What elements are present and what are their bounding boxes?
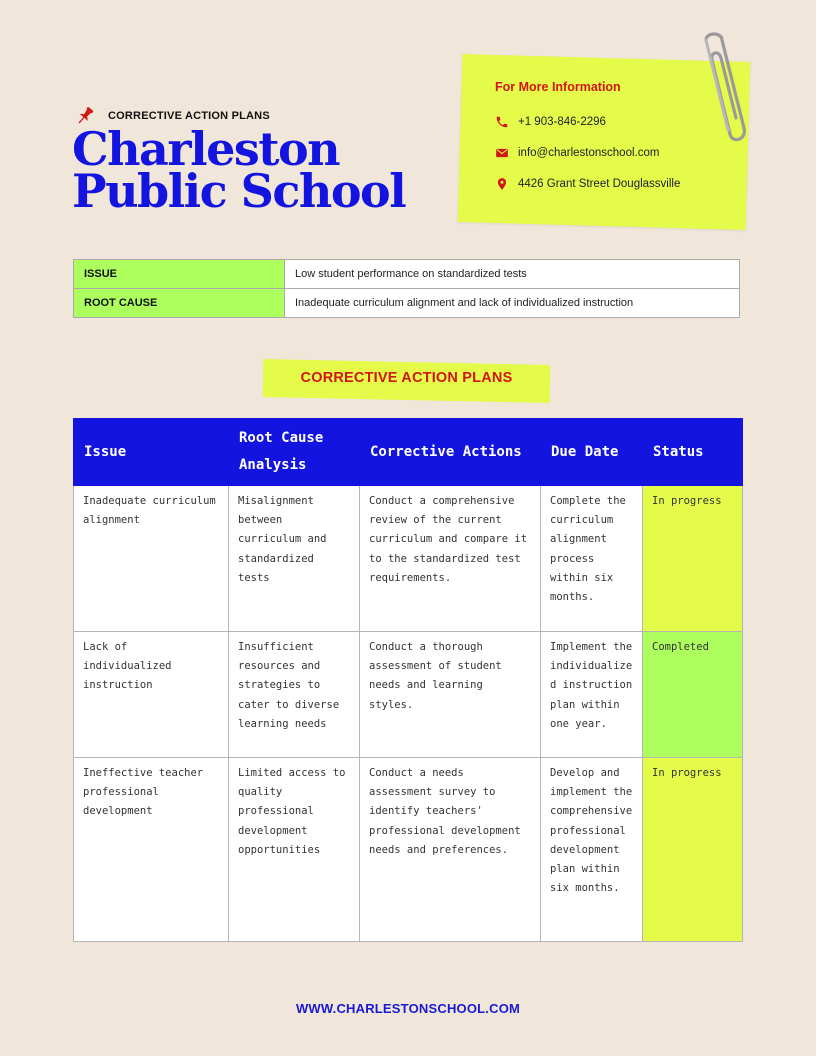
cell-root-cause: Insufficient resources and strategies to cater to diverse learning needs — [229, 632, 360, 758]
status-badge: Completed — [652, 641, 709, 653]
cell-status — [643, 486, 743, 632]
cell-action: Conduct a thorough assessment of student needs and learning styles. — [360, 632, 541, 758]
contact-heading: For More Information — [495, 80, 621, 94]
table-row — [74, 758, 743, 942]
table-header-row — [74, 419, 743, 486]
root-cause-label: ROOT CAUSE — [74, 289, 285, 318]
paperclip-icon — [692, 30, 752, 148]
phone-icon — [495, 115, 509, 129]
phone-text: +1 903-846-2296 — [518, 116, 606, 128]
cell-due-date: Implement the individualized instruction plan within one year. — [541, 632, 643, 758]
title-line-2: Public School — [72, 164, 406, 218]
cell-root-cause: Misalignment between curriculum and standardized tests — [229, 486, 360, 632]
header-corrective-actions: Corrective Actions — [360, 419, 541, 486]
header-due-date: Due Date — [541, 419, 643, 486]
cell-issue: Lack of individualized instruction — [74, 632, 229, 758]
status-badge: In progress — [652, 495, 722, 507]
cell-action: Conduct a needs assessment survey to identify teachers' professional development needs and preferences. — [360, 758, 541, 942]
root-cause-value: Inadequate curriculum alignment and lack of individualized instruction — [285, 289, 740, 318]
contact-address — [495, 175, 755, 193]
header-issue: Issue — [74, 419, 229, 486]
header-status: Status — [643, 419, 743, 486]
corrective-action-table — [73, 418, 743, 942]
location-pin-icon — [495, 177, 509, 191]
issue-label: ISSUE — [74, 260, 285, 289]
issue-value: Low student performance on standardized tests — [285, 260, 740, 289]
table-row — [74, 632, 743, 758]
cell-issue: Ineffective teacher professional development — [74, 758, 229, 942]
email-text: info@charlestonschool.com — [518, 147, 660, 159]
eyebrow-label: CORRECTIVE ACTION PLANS — [108, 110, 270, 122]
cell-due-date: Complete the curriculum alignment process within six months. — [541, 486, 643, 632]
page-title — [72, 122, 406, 218]
status-badge: In progress — [652, 767, 722, 779]
address-text: 4426 Grant Street Douglassville — [518, 178, 681, 190]
cell-issue: Inadequate curriculum alignment — [74, 486, 229, 632]
title-line-1: Charleston — [72, 122, 340, 176]
section-banner-title: CORRECTIVE ACTION PLANS — [300, 370, 513, 386]
footer-website-link[interactable]: WWW.CHARLESTONSCHOOL.COM — [295, 1001, 521, 1016]
cell-status — [643, 758, 743, 942]
cell-action: Conduct a comprehensive review of the current curriculum and compare it to the standardized test requirements. — [360, 486, 541, 632]
issue-summary-table — [73, 259, 740, 318]
table-row — [74, 486, 743, 632]
issue-row — [74, 260, 740, 289]
mail-icon — [495, 146, 509, 160]
cell-status — [643, 632, 743, 758]
root-cause-row — [74, 289, 740, 318]
cell-root-cause: Limited access to quality professional development opportunities — [229, 758, 360, 942]
cell-due-date: Develop and implement the comprehensive professional development plan within six months. — [541, 758, 643, 942]
header-root-cause: Root Cause Analysis — [229, 419, 360, 486]
